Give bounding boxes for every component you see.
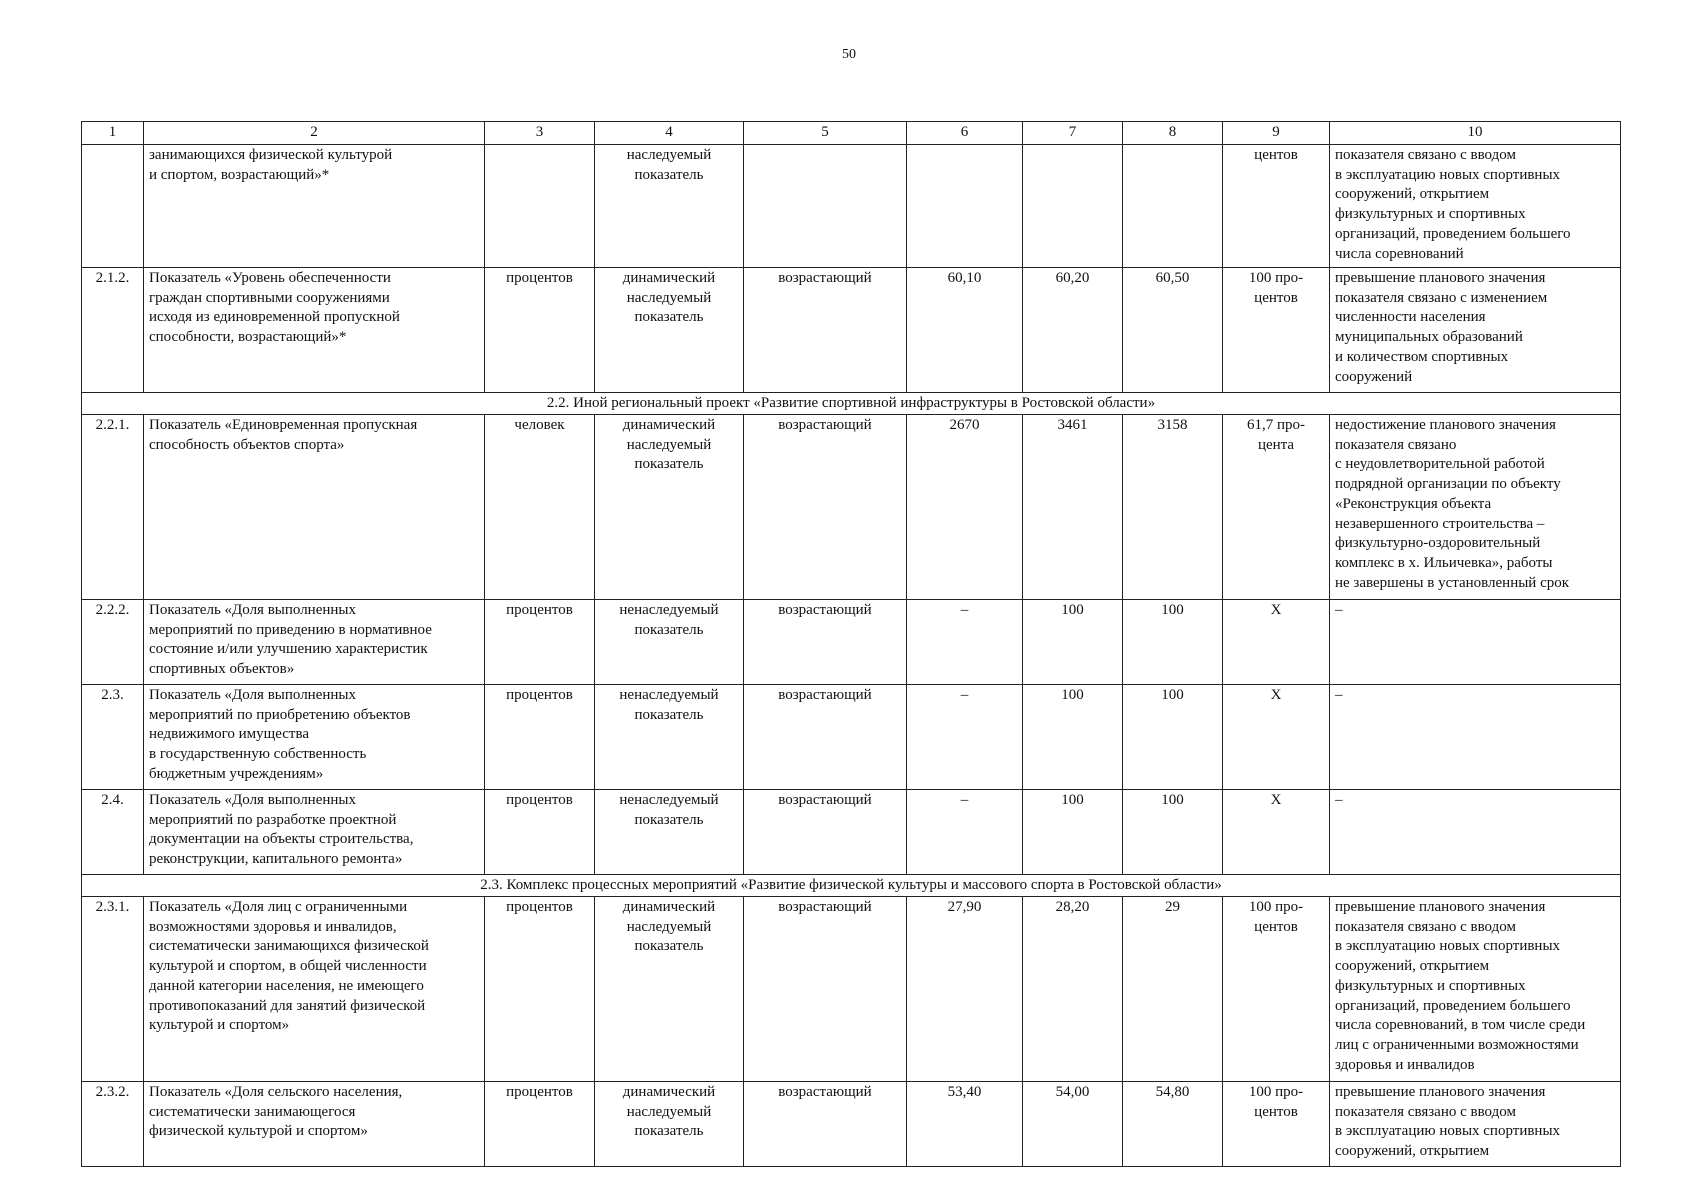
cell-number: 2.3.2. [82, 1082, 144, 1167]
header-cell-5: 5 [744, 122, 907, 145]
cell-value-8: 100 [1123, 790, 1223, 875]
cell-value-8: 3158 [1123, 415, 1223, 600]
cell-explanation: – [1330, 685, 1621, 790]
cell-indicator: Показатель «Доля выполненных мероприятий по разработке проектной документации на объекты строительства, реконструкции, капитального ремонта» [144, 790, 485, 875]
cell-direction [744, 145, 907, 268]
header-cell-3: 3 [485, 122, 595, 145]
cell-type: динамический наследуемый показатель [595, 897, 744, 1082]
cell-direction: возрастающий [744, 415, 907, 600]
cell-number: 2.1.2. [82, 268, 144, 393]
table-row [82, 685, 1621, 790]
cell-number [82, 145, 144, 268]
cell-unit: процентов [485, 790, 595, 875]
table-row [82, 145, 1621, 268]
cell-number: 2.3. [82, 685, 144, 790]
table-row [82, 1082, 1621, 1167]
cell-unit: человек [485, 415, 595, 600]
cell-value-6: 2670 [907, 415, 1023, 600]
cell-value-7: 100 [1023, 790, 1123, 875]
cell-unit: процентов [485, 897, 595, 1082]
cell-value-8: 54,80 [1123, 1082, 1223, 1167]
cell-indicator: Показатель «Доля лиц с ограниченными возможностями здоровья и инвалидов, систематически занимающихся физической культурой и спортом, в общей численности данной категории населения, не имеющего противопоказаний для занятий физической культурой и спортом» [144, 897, 485, 1082]
cell-value-6: – [907, 600, 1023, 685]
header-cell-2: 2 [144, 122, 485, 145]
table-row [82, 600, 1621, 685]
cell-indicator: Показатель «Доля сельского населения, систематически занимающегося физической культурой и спортом» [144, 1082, 485, 1167]
cell-indicator: Показатель «Доля выполненных мероприятий по приведению в нормативное состояние и/или улучшению характеристик спортивных объектов» [144, 600, 485, 685]
section-row [82, 875, 1621, 897]
table-row [82, 790, 1621, 875]
cell-direction: возрастающий [744, 897, 907, 1082]
cell-type: ненаследуемый показатель [595, 685, 744, 790]
cell-explanation: превышение планового значения показателя связано с вводом в эксплуатацию новых спортивных сооружений, открытием физкультурных и спортивных организаций, проведением большего числа соревнований, в том числе среди лиц с ограниченными возможностями здоровья и инвалидов [1330, 897, 1621, 1082]
cell-value-7: 28,20 [1023, 897, 1123, 1082]
header-row [82, 122, 1621, 145]
table-row [82, 897, 1621, 1082]
header-cell-8: 8 [1123, 122, 1223, 145]
cell-value-6: 60,10 [907, 268, 1023, 393]
cell-indicator: Показатель «Уровень обеспеченности граждан спортивными сооружениями исходя из единовременной пропускной способности, возрастающий»* [144, 268, 485, 393]
cell-value-6: 53,40 [907, 1082, 1023, 1167]
table-header [82, 122, 1621, 145]
cell-value-8 [1123, 145, 1223, 268]
cell-type: динамический наследуемый показатель [595, 268, 744, 393]
cell-explanation: – [1330, 790, 1621, 875]
cell-unit: процентов [485, 268, 595, 393]
cell-type: динамический наследуемый показатель [595, 415, 744, 600]
cell-value-8: 100 [1123, 600, 1223, 685]
cell-indicator: занимающихся физической культурой и спортом, возрастающий»* [144, 145, 485, 268]
page-number: 50 [842, 47, 856, 62]
cell-value-8: 29 [1123, 897, 1223, 1082]
cell-value-8: 60,50 [1123, 268, 1223, 393]
table-row [82, 268, 1621, 393]
cell-value-6: 27,90 [907, 897, 1023, 1082]
cell-direction: возрастающий [744, 268, 907, 393]
cell-number: 2.3.1. [82, 897, 144, 1082]
section-title: 2.3. Комплекс процессных мероприятий «Развитие физической культуры и массового спорта в Ростовской области» [82, 875, 1621, 897]
header-cell-9: 9 [1223, 122, 1330, 145]
cell-type: ненаследуемый показатель [595, 600, 744, 685]
cell-explanation: показателя связано с вводом в эксплуатацию новых спортивных сооружений, открытием физкультурных и спортивных организаций, проведением большего числа соревнований [1330, 145, 1621, 268]
cell-value-7: 54,00 [1023, 1082, 1123, 1167]
section-title: 2.2. Иной региональный проект «Развитие спортивной инфраструктуры в Ростовской области» [82, 393, 1621, 415]
cell-direction: возрастающий [744, 685, 907, 790]
cell-unit: процентов [485, 1082, 595, 1167]
header-cell-1: 1 [82, 122, 144, 145]
cell-direction: возрастающий [744, 600, 907, 685]
cell-value-6: – [907, 685, 1023, 790]
cell-direction: возрастающий [744, 790, 907, 875]
section-row [82, 393, 1621, 415]
cell-explanation: превышение планового значения показателя связано с изменением численности населения муниципальных образований и количеством спортивных сооружений [1330, 268, 1621, 393]
cell-number: 2.4. [82, 790, 144, 875]
cell-explanation: недостижение планового значения показателя связано с неудовлетворительной работой подрядной организации по объекту «Реконструкция объекта незавершенного строительства – физкультурно-оздоровительный комплекс в х. Ильичевка», работы не завершены в установленный срок [1330, 415, 1621, 600]
cell-type: наследуемый показатель [595, 145, 744, 268]
cell-unit: процентов [485, 600, 595, 685]
cell-percent: 100 про- центов [1223, 1082, 1330, 1167]
cell-value-8: 100 [1123, 685, 1223, 790]
table-row [82, 415, 1621, 600]
cell-value-7 [1023, 145, 1123, 268]
cell-indicator: Показатель «Единовременная пропускная способность объектов спорта» [144, 415, 485, 600]
cell-number: 2.2.1. [82, 415, 144, 600]
cell-unit: процентов [485, 685, 595, 790]
cell-number: 2.2.2. [82, 600, 144, 685]
header-cell-7: 7 [1023, 122, 1123, 145]
cell-value-6 [907, 145, 1023, 268]
cell-direction: возрастающий [744, 1082, 907, 1167]
cell-value-6: – [907, 790, 1023, 875]
cell-percent: X [1223, 790, 1330, 875]
cell-percent: центов [1223, 145, 1330, 268]
cell-value-7: 3461 [1023, 415, 1123, 600]
cell-percent: X [1223, 600, 1330, 685]
cell-type: ненаследуемый показатель [595, 790, 744, 875]
cell-value-7: 100 [1023, 600, 1123, 685]
header-cell-4: 4 [595, 122, 744, 145]
cell-indicator: Показатель «Доля выполненных мероприятий по приобретению объектов недвижимого имущества в государственную собственность бюджетным учреждениям» [144, 685, 485, 790]
cell-percent: 100 про- центов [1223, 268, 1330, 393]
header-cell-10: 10 [1330, 122, 1621, 145]
cell-value-7: 60,20 [1023, 268, 1123, 393]
cell-value-7: 100 [1023, 685, 1123, 790]
cell-percent: X [1223, 685, 1330, 790]
header-cell-6: 6 [907, 122, 1023, 145]
cell-type: динамический наследуемый показатель [595, 1082, 744, 1167]
cell-percent: 61,7 про- цента [1223, 415, 1330, 600]
cell-unit [485, 145, 595, 268]
cell-percent: 100 про- центов [1223, 897, 1330, 1082]
table-body [82, 145, 1621, 1167]
cell-explanation: – [1330, 600, 1621, 685]
cell-explanation: превышение планового значения показателя связано с вводом в эксплуатацию новых спортивных сооружений, открытием [1330, 1082, 1621, 1167]
indicators-table [81, 121, 1621, 1167]
